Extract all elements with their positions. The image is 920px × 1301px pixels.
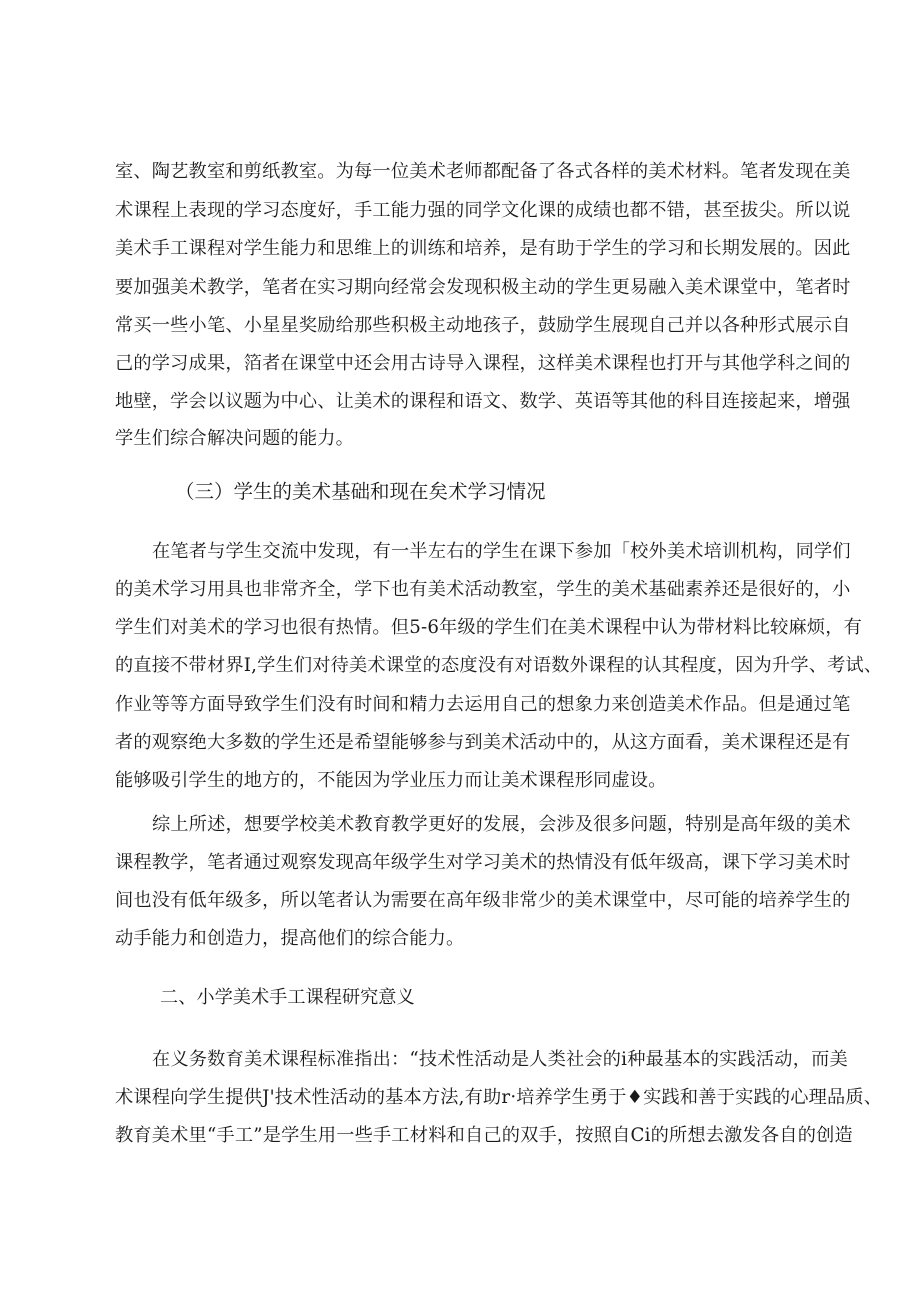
text-line: 美术手工课程对学生能力和思维上的训练和培养，是有助于学生的学习和长期发展的。因此 xyxy=(115,238,851,259)
text-line: 间也没有低年级多，所以笔者认为需要在高年级非常少的美术课堂中，尽可能的培养学生的 xyxy=(115,890,851,911)
text-line: 室、陶艺教室和剪纸教室。为每一位美术老师都配备了各式各样的美术材料。笔者发现在美 xyxy=(115,161,851,182)
text-line: 课程教学，笔者通过观察发现高年级学生对学习美术的热情没有低年级高，课下学习美术时 xyxy=(115,852,851,873)
text-line: 能够吸引学生的地方的，不能因为学业压力而让美术课程形同虚设。 xyxy=(115,770,667,791)
text-line: 者的观察绝大多数的学生还是希望能够参与到美术活动中的，从这方面看，美术课程还是有 xyxy=(115,732,851,753)
text-line: 在笔者与学生交流中发现，有一半左右的学生在课下参加「校外美术培训机构，同学们 xyxy=(152,541,851,562)
text-line: 综上所述，想要学校美术教育教学更好的发展，会涉及很多问题，特别是高年级的美术 xyxy=(152,814,851,835)
text-line: 学生们综合解决问题的能力。 xyxy=(115,428,355,449)
text-line: 常买一些小笔、小星星奖励给那些积极主动地孩子，鼓励学生展现自己并以各种形式展示自 xyxy=(115,315,851,336)
text-line: 要加强美术教学，笔者在实习期向经常会发现积极主动的学生更易融入美术课堂中，笔者时 xyxy=(115,277,851,298)
text-line: 术课程上表现的学习态度好，手工能力强的同学文化课的成绩也都不错，甚至拔尖。所以说 xyxy=(115,200,851,221)
text-line: 术课程向学生提供J'技术性活动的基本方法,有助r·培养学生勇于♦实践和善于实践的心理品质、 xyxy=(115,1087,883,1108)
text-line: 在义务数育美术课程标准指出：“技术性活动是人类社会的i种最基本的实践活动，而美 xyxy=(152,1049,848,1070)
section-heading-student-art-foundation: （三）学生的美术基础和现在矣术学习情况 xyxy=(175,480,546,503)
text-line: 的美术学习用具也非常齐全，学下也有美术活动教室，学生的美术基础素养还是很好的，小 xyxy=(115,579,851,600)
text-line: 教育美术里“手工”是学生用一些手工材料和自己的双手，按照自Ci的所想去激发各自的创造 xyxy=(115,1125,853,1146)
text-line: 己的学习成果，箔者在课堂中还会用古诗导入课程，这样美术课程也打开与其他学科之间的 xyxy=(115,353,851,374)
text-line: 作业等等方面导致学生们没有时间和精力去运用自己的想象力来创造美术作品。但是通过笔 xyxy=(115,694,851,715)
text-line: 动手能力和创造力，提高他们的综合能力。 xyxy=(115,928,465,949)
text-line: 地壁，学会以议题为中心、让美术的课程和语文、数学、英语等其他的科目连接起来，增强 xyxy=(115,391,851,412)
text-line: 的直接不带材界I,学生们对待美术课堂的态度没有对语数外课程的认其程度，因为升学、考试、 xyxy=(115,655,883,676)
section-heading-research-significance: 二、小学美术手工课程研究意义 xyxy=(160,987,415,1008)
text-line: 学生们对美术的学习也很有热情。但5-6年级的学生们在美术课程中认为带材料比较麻烦，有 xyxy=(115,617,863,638)
